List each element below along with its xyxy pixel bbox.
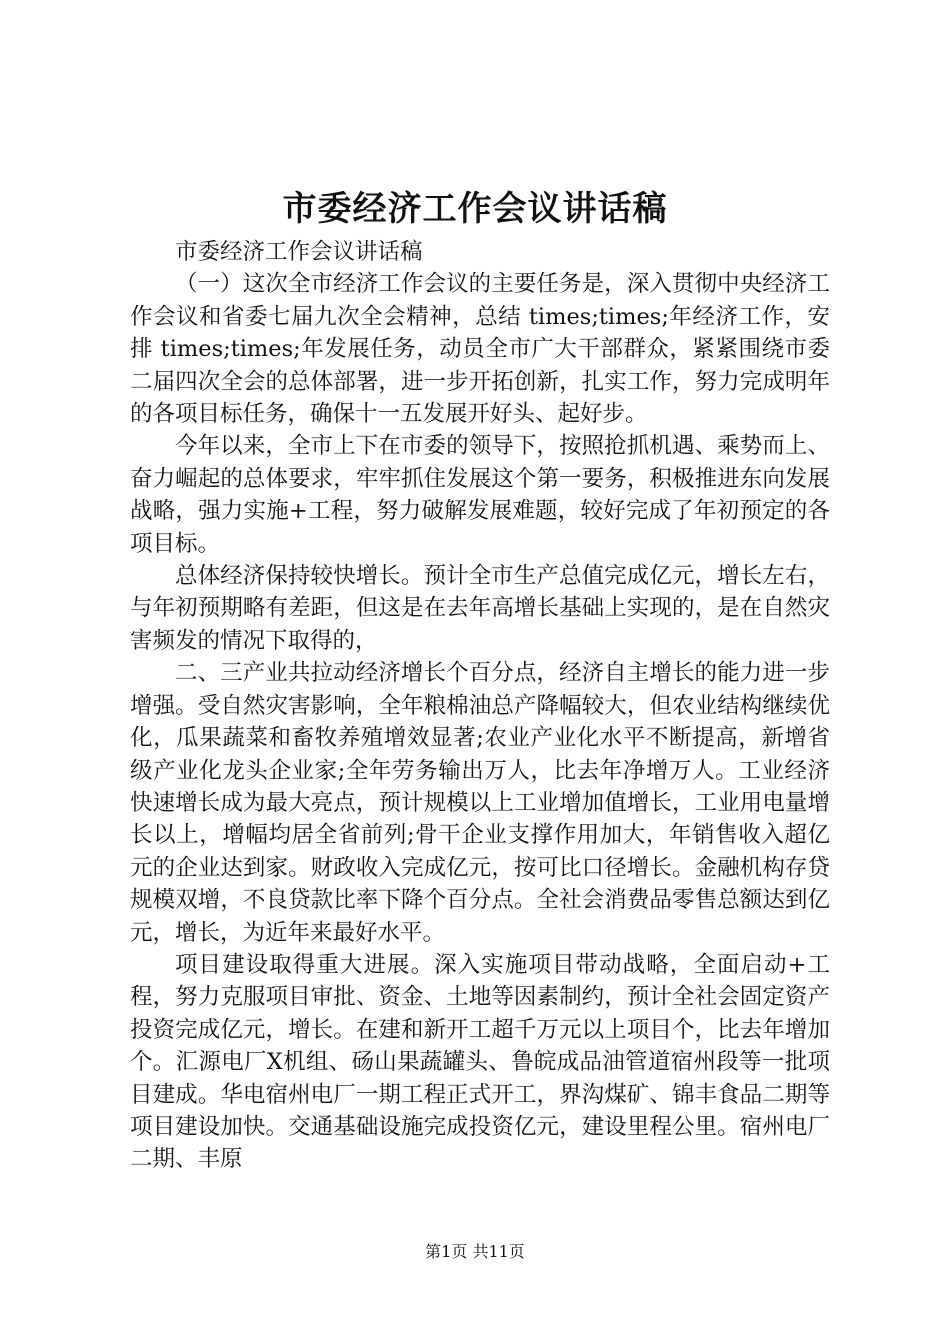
paragraph: 今年以来，全市上下在市委的领导下，按照抢抓机遇、乘势而上、奋力崛起的总体要求，牢牢抓住发展这个第一要务，积极推进东向发展战略，强力实施+工程，努力破解发展难题，较好完成了年初预定的各项目标。 xyxy=(130,433,830,557)
paragraph-subtitle: 市委经济工作会议讲话稿 xyxy=(175,239,423,265)
document-body xyxy=(130,236,830,1176)
document-title: 市委经济工作会议讲话稿 xyxy=(282,189,668,229)
paragraph: 总体经济保持较快增长。预计全市生产总值完成亿元，增长左右，与年初预期略有差距，但这是在去年高增长基础上实现的，是在自然灾害频发的情况下取得的， xyxy=(130,563,830,654)
paragraph: 二、三产业共拉动经济增长个百分点，经济自主增长的能力进一步增强。受自然灾害影响，全年粮棉油总产降幅较大，但农业结构继续优化，瓜果蔬菜和畜牧养殖增效显著;农业产业化水平不断提高，新增省级产业化龙头企业家;全年劳务输出万人，比去年净增万人。工业经济快速增长成为最大亮点，预计规模以上工业增加值增长，工业用电量增长以上，增幅均居全省前列;骨干企业支撑作用加大，年销售收入超亿元的企业达到家。财政收入完成亿元，按可比口径增长。金融机构存贷规模双增，不良贷款比率下降个百分点。全社会消费品零售总额达到亿元，增长，为近年来最好水平。 xyxy=(130,660,830,946)
page-footer: 第1页 共11页 xyxy=(425,1242,525,1261)
paragraph: （一）这次全市经济工作会议的主要任务是，深入贯彻中央经济工作会议和省委七届九次全会精神，总结 times;times;年经济工作，安排 times;times;年发展任务，动员全市广大干部群众，紧紧围绕市委二届四次全会的总体部署，进一步开拓创新，扎实工作，努力完成明年的各项目标任务，确保十一五发展开好头、起好步。 xyxy=(130,271,830,428)
paragraph: 项目建设取得重大进展。深入实施项目带动战略，全面启动+工程，努力克服项目审批、资金、土地等因素制约，预计全社会固定资产投资完成亿元，增长。在建和新开工超千万元以上项目个，比去年增加个。汇源电厂Ⅹ机组、砀山果蔬罐头、鲁皖成品油管道宿州段等一批项目建成。华电宿州电厂一期工程正式开工，界沟煤矿、锦丰食品二期等项目建设加快。交通基础设施完成投资亿元，建设里程公里。宿州电厂二期、丰原 xyxy=(130,951,830,1173)
